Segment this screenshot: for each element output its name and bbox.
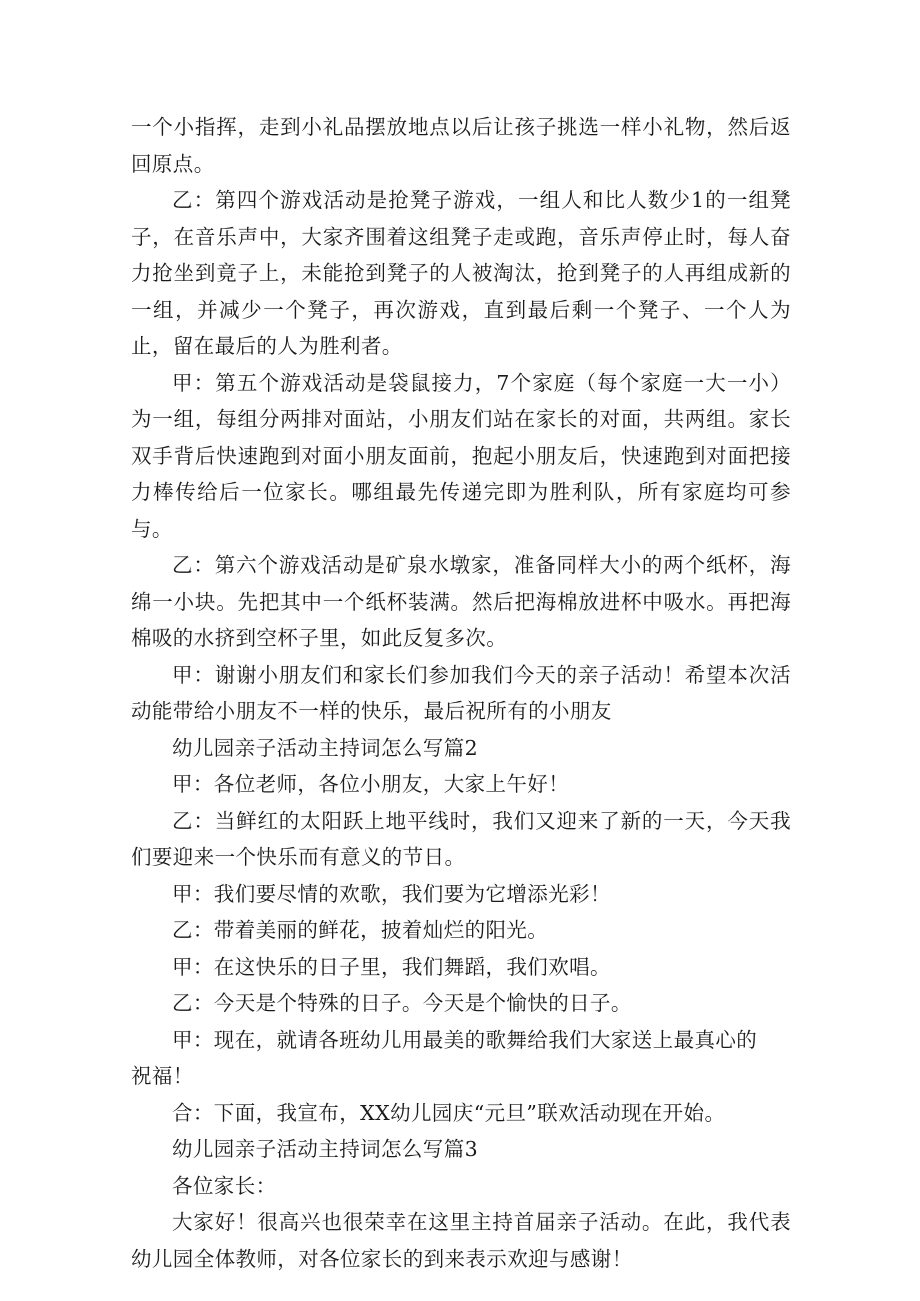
paragraph: 乙：第六个游戏活动是矿泉水墩家，准备同样大小的两个纸杯，海绵一小块。先把其中一个纸杯装满。然后把海棉放进杯中吸水。再把海棉吸的水挤到空杯子里，如此反复多次。 bbox=[131, 553, 791, 650]
paragraph: 大家好！很高兴也很荣幸在这里主持首届亲子活动。在此，我代表幼儿园全体教师，对各位家长的到来表示欢迎与感谢！ bbox=[131, 1210, 791, 1271]
paragraph: 乙：带着美丽的鲜花，披着灿烂的阳光。 bbox=[172, 918, 549, 942]
paragraph: 甲：各位老师，各位小朋友，大家上午好！ bbox=[172, 772, 570, 796]
paragraph: 乙：当鲜红的太阳跃上地平线时，我们又迎来了新的一天，今天我们要迎来一个快乐而有意义的节日。 bbox=[131, 808, 791, 869]
paragraph: 甲：谢谢小朋友们和家长们参加我们今天的亲子活动！希望本次活动能带给小朋友不一样的快乐，最后祝所有的小朋友 bbox=[131, 662, 791, 723]
paragraph: 甲：现在，就请各班幼儿用最美的歌舞给我们大家送上最真心的 bbox=[172, 1027, 758, 1052]
paragraph: 各位家长： bbox=[172, 1173, 277, 1198]
paragraph-continued: 祝福！ bbox=[131, 1064, 194, 1088]
paragraph: 甲：我们要尽情的欢歌，我们要为它增添光彩！ bbox=[172, 881, 611, 906]
paragraph: 乙：第四个游戏活动是抢凳子游戏，一组人和比人数少1的一组凳子，在音乐声中，大家齐围着这组凳子走或跑，音乐声停止时，每人奋力抢坐到竟子上，未能抢到凳子的人被淘汰，抢到凳子的人再组成新的一组，并减少一个凳子，再次游戏，直到最后剩一个凳子、一个人为止，留在最后的人为胜利者。 bbox=[131, 188, 791, 358]
paragraph: 合：下面，我宣布，XX幼儿园庆“元旦”联欢活动现在开始。 bbox=[172, 1100, 726, 1125]
document-body bbox=[131, 109, 791, 1277]
paragraph: 甲：在这快乐的日子里，我们舞蹈，我们欢唱。 bbox=[172, 954, 611, 979]
paragraph: 甲：第五个游戏活动是袋鼠接力，7个家庭（每个家庭一大一小）为一组，每组分两排对面站，小朋友们站在家长的对面，共两组。家长双手背后快速跑到对面小朋友面前，抱起小朋友后，快速跑到对面把接力棒传给后一位家长。哪组最先传递完即为胜利队，所有家庭均可参与。 bbox=[131, 370, 791, 541]
section-heading: 幼儿园亲子活动主持词怎么写篇3 bbox=[172, 1137, 479, 1161]
section-heading: 幼儿园亲子活动主持词怎么写篇2 bbox=[172, 735, 479, 760]
paragraph: 乙：今天是个特殊的日子。今天是个愉快的日子。 bbox=[172, 991, 632, 1015]
paragraph-continued: 一个小指挥，走到小礼品摆放地点以后让孩子挑选一样小礼物，然后返回原点。 bbox=[131, 115, 791, 176]
